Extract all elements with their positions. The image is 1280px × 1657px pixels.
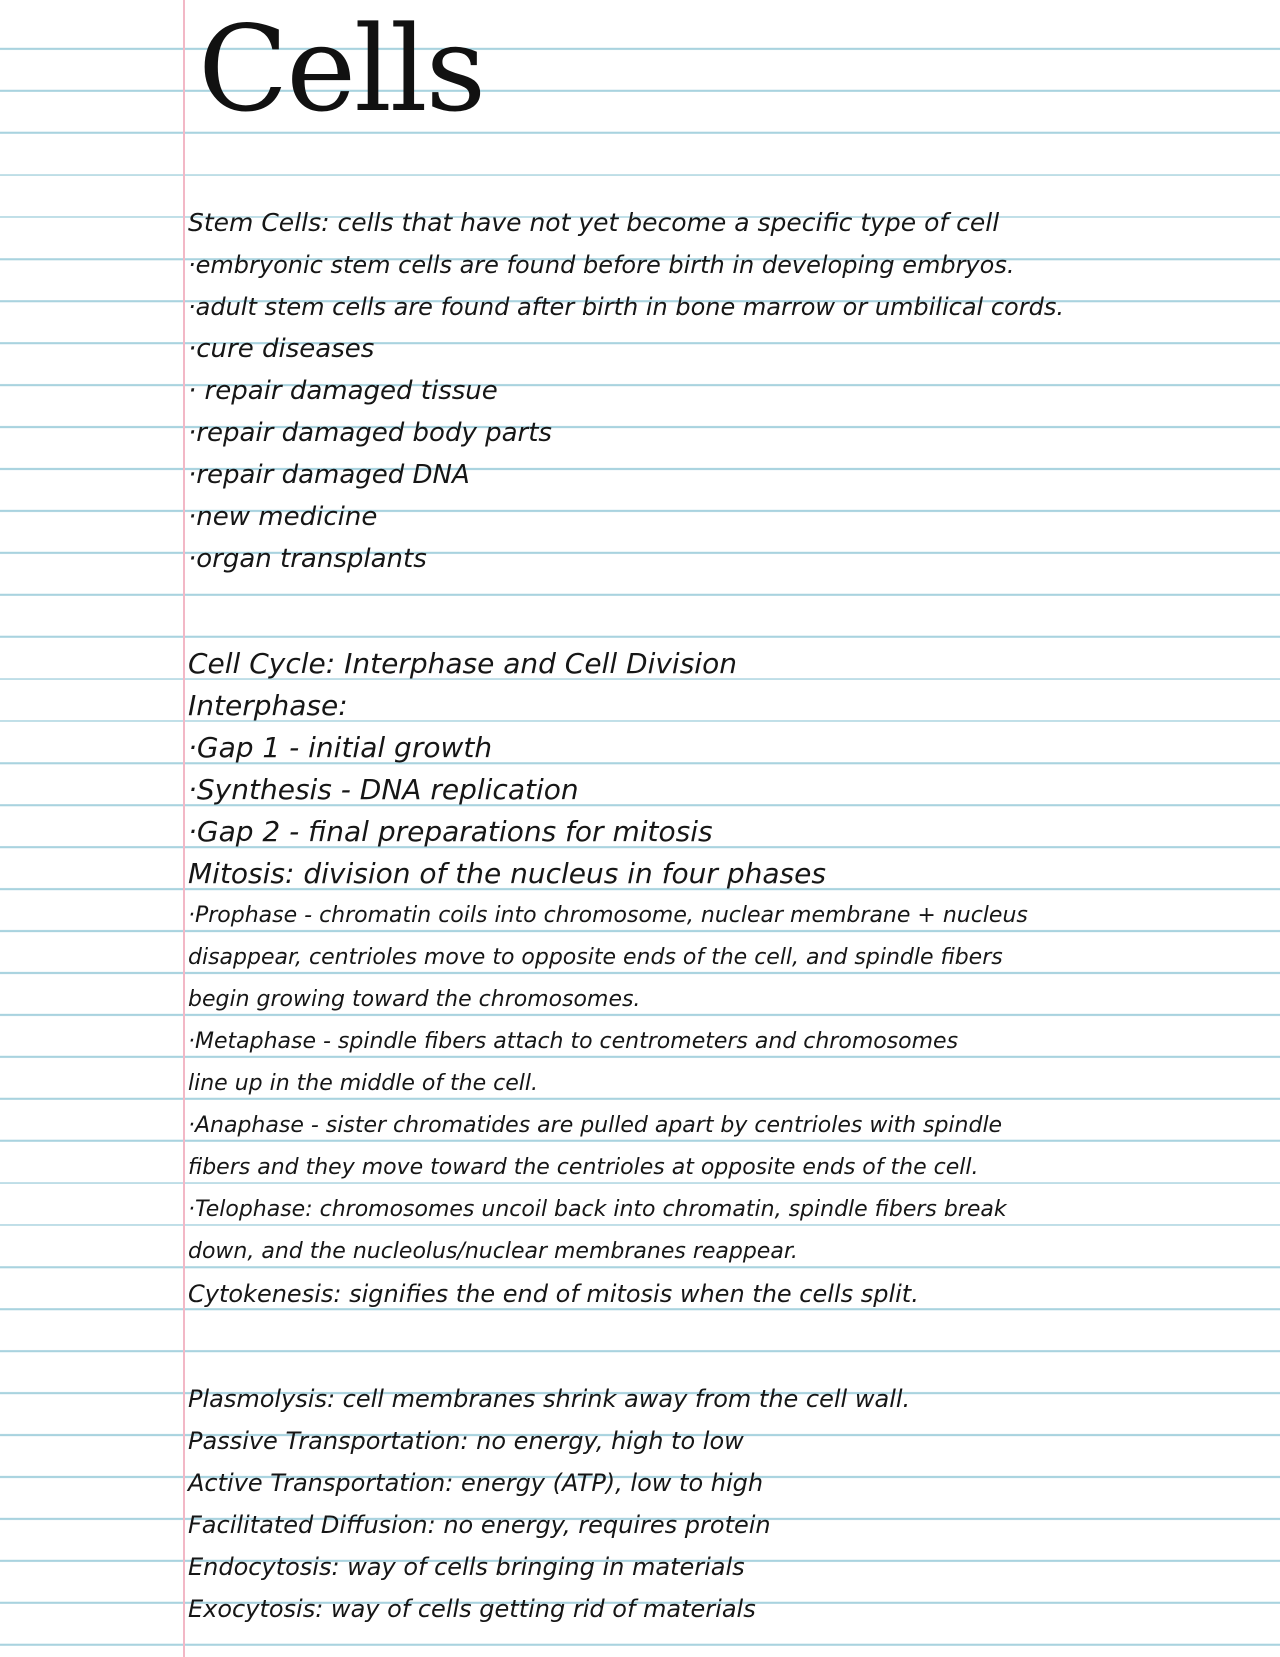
stem-cells-item: ·cure diseases [188, 334, 375, 364]
stem-cells-item: ·embryonic stem cells are found before birth in developing embryos. [188, 251, 1015, 279]
mitosis-line: ·Prophase - chromatin coils into chromosome, nuclear membrane + nucleus [188, 903, 1028, 928]
notebook-margin-line [183, 0, 185, 1657]
transport-line: Exocytosis: way of cells getting rid of materials [188, 1595, 756, 1623]
transport-line: Endocytosis: way of cells bringing in materials [188, 1553, 745, 1581]
page-title: Cells [198, 0, 485, 138]
stem-cells-item: · repair damaged tissue [188, 376, 498, 406]
mitosis-line: begin growing toward the chromosomes. [188, 987, 641, 1012]
interphase-item: ·Gap 2 - final preparations for mitosis [188, 815, 713, 848]
interphase-item: ·Gap 1 - initial growth [188, 731, 493, 764]
stem-cells-item: ·new medicine [188, 502, 378, 532]
transport-line: Passive Transportation: no energy, high to low [188, 1427, 744, 1455]
cell-cycle-heading: Cell Cycle: Interphase and Cell Division [188, 647, 737, 680]
stem-cells-item: ·organ transplants [188, 544, 427, 574]
mitosis-line: down, and the nucleolus/nuclear membranes reappear. [188, 1239, 798, 1264]
mitosis-line: ·Anaphase - sister chromatides are pulled apart by centrioles with spindle [188, 1113, 1003, 1138]
mitosis-line: ·Metaphase - spindle fibers attach to centrometers and chromosomes [188, 1029, 959, 1054]
mitosis-line: fibers and they move toward the centrioles at opposite ends of the cell. [188, 1155, 979, 1180]
stem-cells-item: ·repair damaged DNA [188, 460, 470, 490]
transport-line: Plasmolysis: cell membranes shrink away from the cell wall. [188, 1385, 911, 1413]
interphase-item: ·Synthesis - DNA replication [188, 773, 579, 806]
mitosis-line: disappear, centrioles move to opposite ends of the cell, and spindle fibers [188, 945, 1003, 970]
mitosis-heading: Mitosis: division of the nucleus in four phases [188, 857, 826, 890]
cytokinesis-line: Cytokenesis: signifies the end of mitosis when the cells split. [188, 1280, 919, 1308]
stem-cells-item: ·adult stem cells are found after birth in bone marrow or umbilical cords. [188, 293, 1064, 321]
transport-line: Facilitated Diffusion: no energy, requires protein [188, 1511, 771, 1539]
transport-line: Active Transportation: energy (ATP), low to high [188, 1469, 764, 1497]
mitosis-line: ·Telophase: chromosomes uncoil back into chromatin, spindle fibers break [188, 1197, 1007, 1222]
mitosis-line: line up in the middle of the cell. [188, 1071, 539, 1096]
stem-cells-item: ·repair damaged body parts [188, 418, 552, 448]
interphase-heading: Interphase: [188, 689, 348, 722]
stem-cells-heading: Stem Cells: cells that have not yet become a specific type of cell [188, 208, 1000, 237]
